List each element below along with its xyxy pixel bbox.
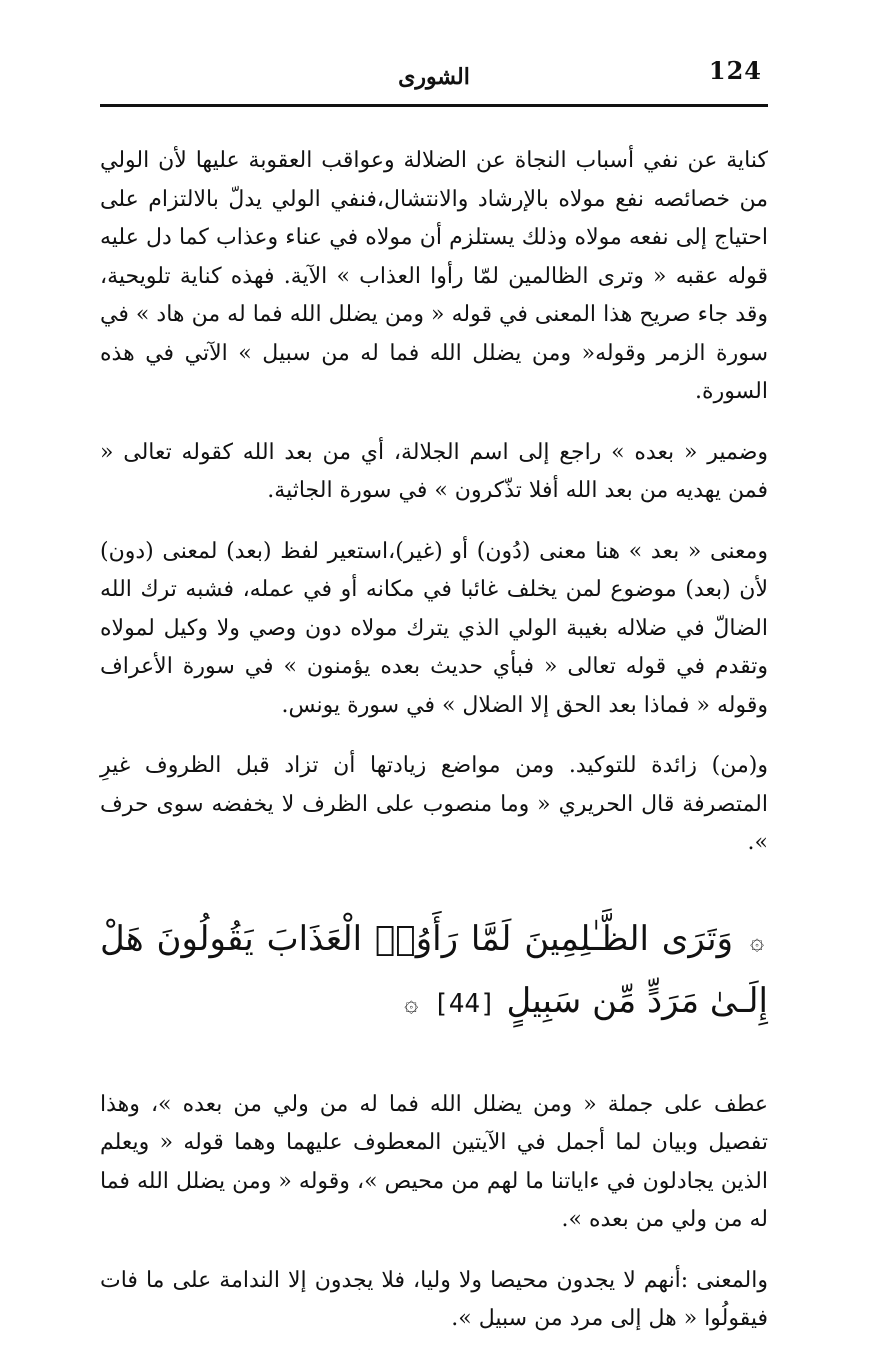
paragraph: و(من) زائدة للتوكيد. ومن مواضع زيادتها أن تزاد قبل الظروف غيرِ المتصرفة قال الحريري « وما منصوب على الظرف لا يخفضه سوى حرف ». [100,753,768,855]
page-number: 124 [708,56,762,85]
page-header [100,52,768,102]
verse-open-ornament-icon: ۞ [749,926,764,955]
header-rule [100,104,768,107]
verse-number: [44] [433,988,496,1019]
running-title: الشورى [398,64,470,90]
verse-close-ornament-icon: ۞ [404,988,419,1017]
quran-verse [100,909,768,1034]
paragraph: والمعنى :أنهم لا يجدون محيصا ولا وليا، فلا يجدون إلا الندامة على ما فات فيقولُوا « هل إلى مرد من سبيل ». [100,1267,768,1331]
paragraph: كناية عن نفي أسباب النجاة عن الضلالة وعواقب العقوبة عليها لأن الولي من خصائصه نفع مولاه بالإرشاد والانتشال،فنفي الولي يدلّ بالالتزام على احتياج إلى نفعه مولاه وذلك يستلزم أن مولاه في عناء وعذاب كما دل عليه قوله عقبه « وترى الظالمين لمّا رأوا العذاب » الآية. فهذه كناية تلويحية، وقد جاء صريح هذا المعنى في قوله « ومن يضلل الله فما له من هاد » في سورة الزمر وقوله« ومن يضلل الله فما له من سبيل » الآتي في هذه السورة. [100,148,768,404]
paragraph: وضمير « بعده » راجع إلى اسم الجلالة، أي من بعد الله كقوله تعالى « فمن يهديه من بعد الله أفلا تذّكرون » في سورة الجاثية. [100,439,768,503]
paragraph: عطف على جملة « ومن يضلل الله فما له من ولي من بعده »، وهذا تفصيل وبيان لما أجمل في الآيتين المعطوف عليهما وهما قوله « ويعلم الذين يجادلون في ءاياتنا ما لهم من محيص »، وقوله « ومن يضلل الله فما له من ولي من بعده ». [100,1091,768,1232]
verse-text: وَتَرَى الظَّـٰلِمِينَ لَمَّا رَأَوُا۟ الْعَذَابَ يَقُولُونَ هَلْ إِلَـىٰ مَرَدٍّ مِّن سَبِيلٍ [100,918,768,1021]
paragraph: ومعنى « بعد » هنا معنى (دُون) أو (غير)،استعير لفظ (بعد) لمعنى (دون) لأن (بعد) موضوع لمن يخلف غائبا في مكانه أو في عمله، فشبه ترك الله الضالّ في ضلاله بغيبة الولي الذي يترك مولاه دون وصي ولا وكيل لمولاه وتقدم في قوله تعالى « فبأي حديث بعده يؤمنون » في سورة الأعراف وقوله « فماذا بعد الحق إلا الضلال » في سورة يونس. [100,538,768,718]
page-body [100,142,768,1339]
